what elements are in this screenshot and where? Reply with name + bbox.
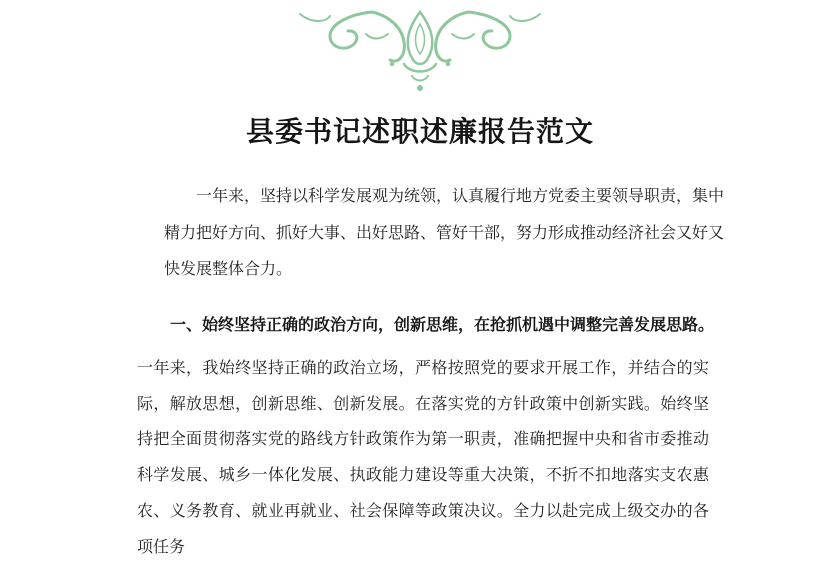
decorative-header-ornament: [0, 0, 840, 96]
section-heading: 一、始终坚持正确的政治方向，创新思维，在抢抓机遇中调整完善发展思路。: [170, 315, 715, 334]
intro-paragraph: 一年来，坚持以科学发展观为统领，认真履行地方党委主要领导职责，集中精力把好方向、抓好大事、出好思路、管好干部，努力形成推动经济社会又好又快发展整体合力。: [164, 186, 725, 278]
section-body-paragraph: 一年来，我始终坚持正确的政治立场，严格按照党的要求开展工作，并结合的实际，解放思想，创新思维、创新发展。在落实党的方针政策中创新实践。始终坚持把全面贯彻落实党的路线方针政策作为第一职责，准确把握中央和省市委推动科学发展、城乡一体化发展、执政能力建设等重大决策，不折不扣地落实支农惠农、义务教育、就业再就业、社会保障等政策决议。全力以赴完成上级交办的各项任务: [137, 358, 709, 556]
document-title: 县委书记述职述廉报告范文: [245, 115, 594, 148]
